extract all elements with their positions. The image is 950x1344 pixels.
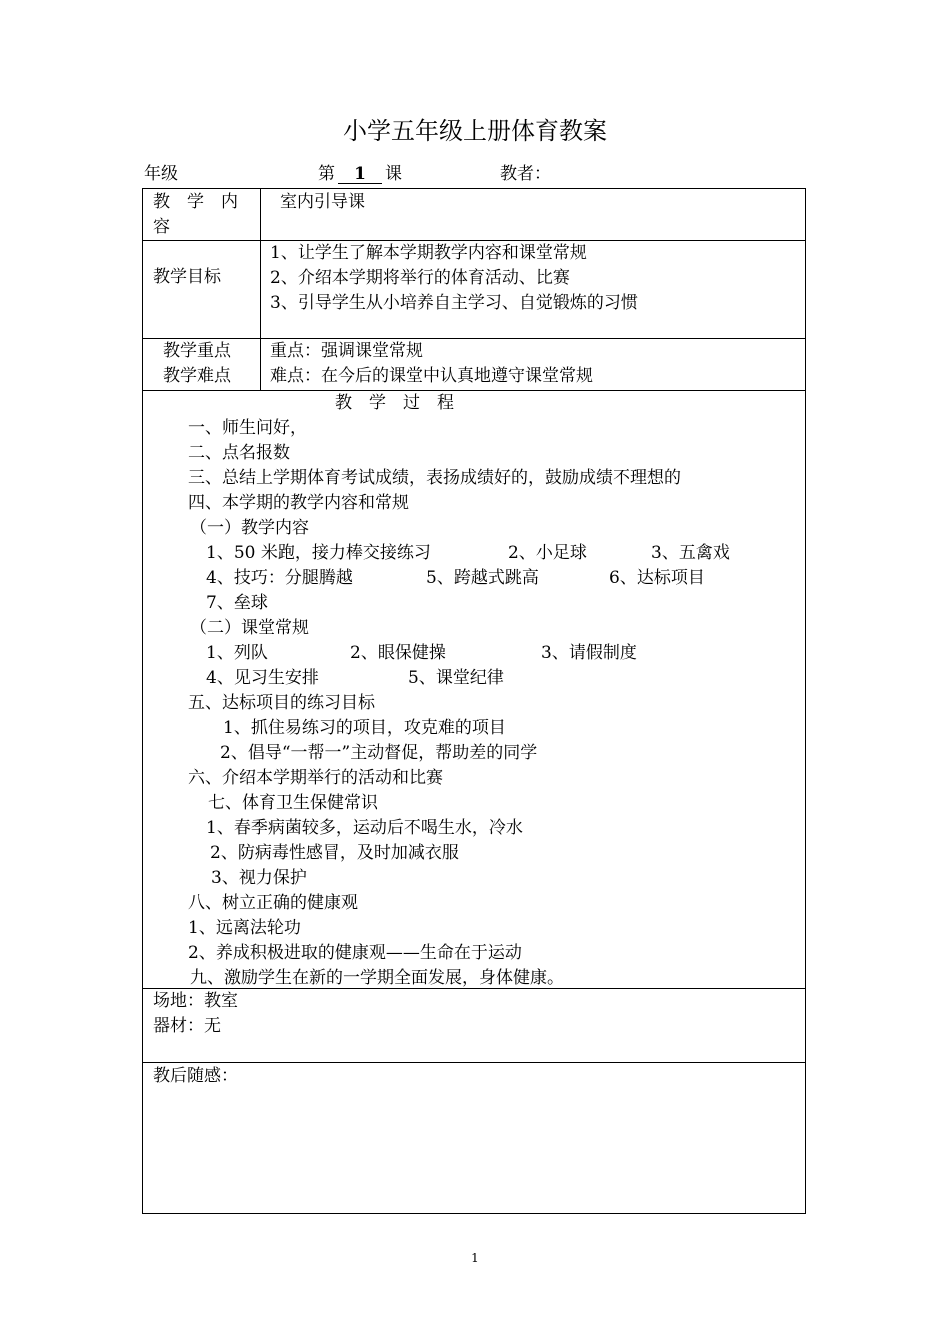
lesson-prefix: 第 — [318, 164, 335, 184]
content-item: 7、垒球 — [206, 593, 268, 613]
process-step: 二、点名报数 — [188, 443, 290, 463]
routine-item: 1、列队 — [206, 643, 268, 663]
content-item: 6、达标项目 — [609, 568, 705, 588]
routine-item: 2、眼保健操 — [350, 643, 446, 663]
process-step: 三、总结上学期体育考试成绩，表扬成绩好的，鼓励成绩不理想的 — [188, 468, 681, 488]
lesson-suffix: 课 — [385, 164, 402, 184]
content-label-line2: 容 — [153, 217, 170, 237]
content-item: 2、小足球 — [508, 543, 587, 563]
page-number: 1 — [471, 1251, 479, 1265]
lesson-number: 1 — [338, 166, 382, 184]
process-substep: 2、养成积极进取的健康观——生命在于运动 — [188, 943, 522, 963]
process-step: 一、师生问好， — [188, 418, 307, 438]
content-item: 4、技巧：分腿腾越 — [206, 568, 353, 588]
row-divider — [143, 338, 805, 339]
process-step: 七、体育卫生保健常识 — [208, 793, 378, 813]
difficult-point-text: 难点：在今后的课堂中认真地遵守课堂常规 — [270, 366, 593, 386]
content-item: 1、50 米跑，接力棒交接练习 — [206, 543, 431, 563]
lesson-number-line — [318, 166, 402, 184]
process-substep: 2、倡导“一帮一”主动督促，帮助差的同学 — [220, 743, 538, 763]
process-substep: 2、防病毒性感冒，及时加减衣服 — [210, 843, 459, 863]
routine-item: 3、请假制度 — [541, 643, 637, 663]
content-label-line1: 教 学 内 — [153, 192, 238, 212]
key-point-text: 重点：强调课堂常规 — [270, 341, 423, 361]
process-substep: 1、春季病菌较多，运动后不喝生水，冷水 — [206, 818, 523, 838]
content-item: 3、五禽戏 — [651, 543, 730, 563]
grade-label: 年级 — [144, 164, 178, 184]
row-divider — [143, 988, 805, 989]
process-step: 五、达标项目的练习目标 — [188, 693, 375, 713]
document-title: 小学五年级上册体育教案 — [343, 117, 607, 145]
process-step: 九、激励学生在新的一学期全面发展，身体健康。 — [190, 968, 564, 988]
process-heading: 教 学 过 程 — [335, 393, 454, 413]
key-point-label: 教学重点 — [163, 341, 231, 361]
teacher-label: 教者： — [500, 164, 551, 184]
difficult-point-label: 教学难点 — [163, 366, 231, 386]
process-substep: （一）教学内容 — [190, 518, 309, 538]
lesson-plan-table — [142, 188, 806, 1214]
routine-item: 4、见习生安排 — [206, 668, 319, 688]
row-divider — [143, 240, 805, 241]
column-divider — [260, 189, 261, 390]
row-divider — [143, 390, 805, 391]
goals-label: 教学目标 — [153, 267, 221, 287]
process-step: 六、介绍本学期举行的活动和比赛 — [188, 768, 443, 788]
venue-text: 场地：教室 — [153, 991, 238, 1011]
equipment-text: 器材：无 — [153, 1016, 221, 1036]
routine-item: 5、课堂纪律 — [408, 668, 504, 688]
content-item: 5、跨越式跳高 — [426, 568, 539, 588]
row-divider — [143, 1062, 805, 1063]
goal-item: 2、介绍本学期将举行的体育活动、比赛 — [270, 268, 570, 288]
process-substep: 1、远离法轮功 — [188, 918, 301, 938]
reflection-label: 教后随感： — [153, 1066, 238, 1086]
process-step: 四、本学期的教学内容和常规 — [188, 493, 409, 513]
goal-item: 3、引导学生从小培养自主学习、自觉锻炼的习惯 — [270, 293, 638, 313]
process-step: 八、树立正确的健康观 — [188, 893, 358, 913]
process-substep: 1、抓住易练习的项目，攻克难的项目 — [223, 718, 506, 738]
goal-item: 1、让学生了解本学期教学内容和课堂常规 — [270, 243, 587, 263]
process-substep: （二）课堂常规 — [190, 618, 309, 638]
process-substep: 3、视力保护 — [211, 868, 307, 888]
content-value: 室内引导课 — [280, 192, 365, 212]
